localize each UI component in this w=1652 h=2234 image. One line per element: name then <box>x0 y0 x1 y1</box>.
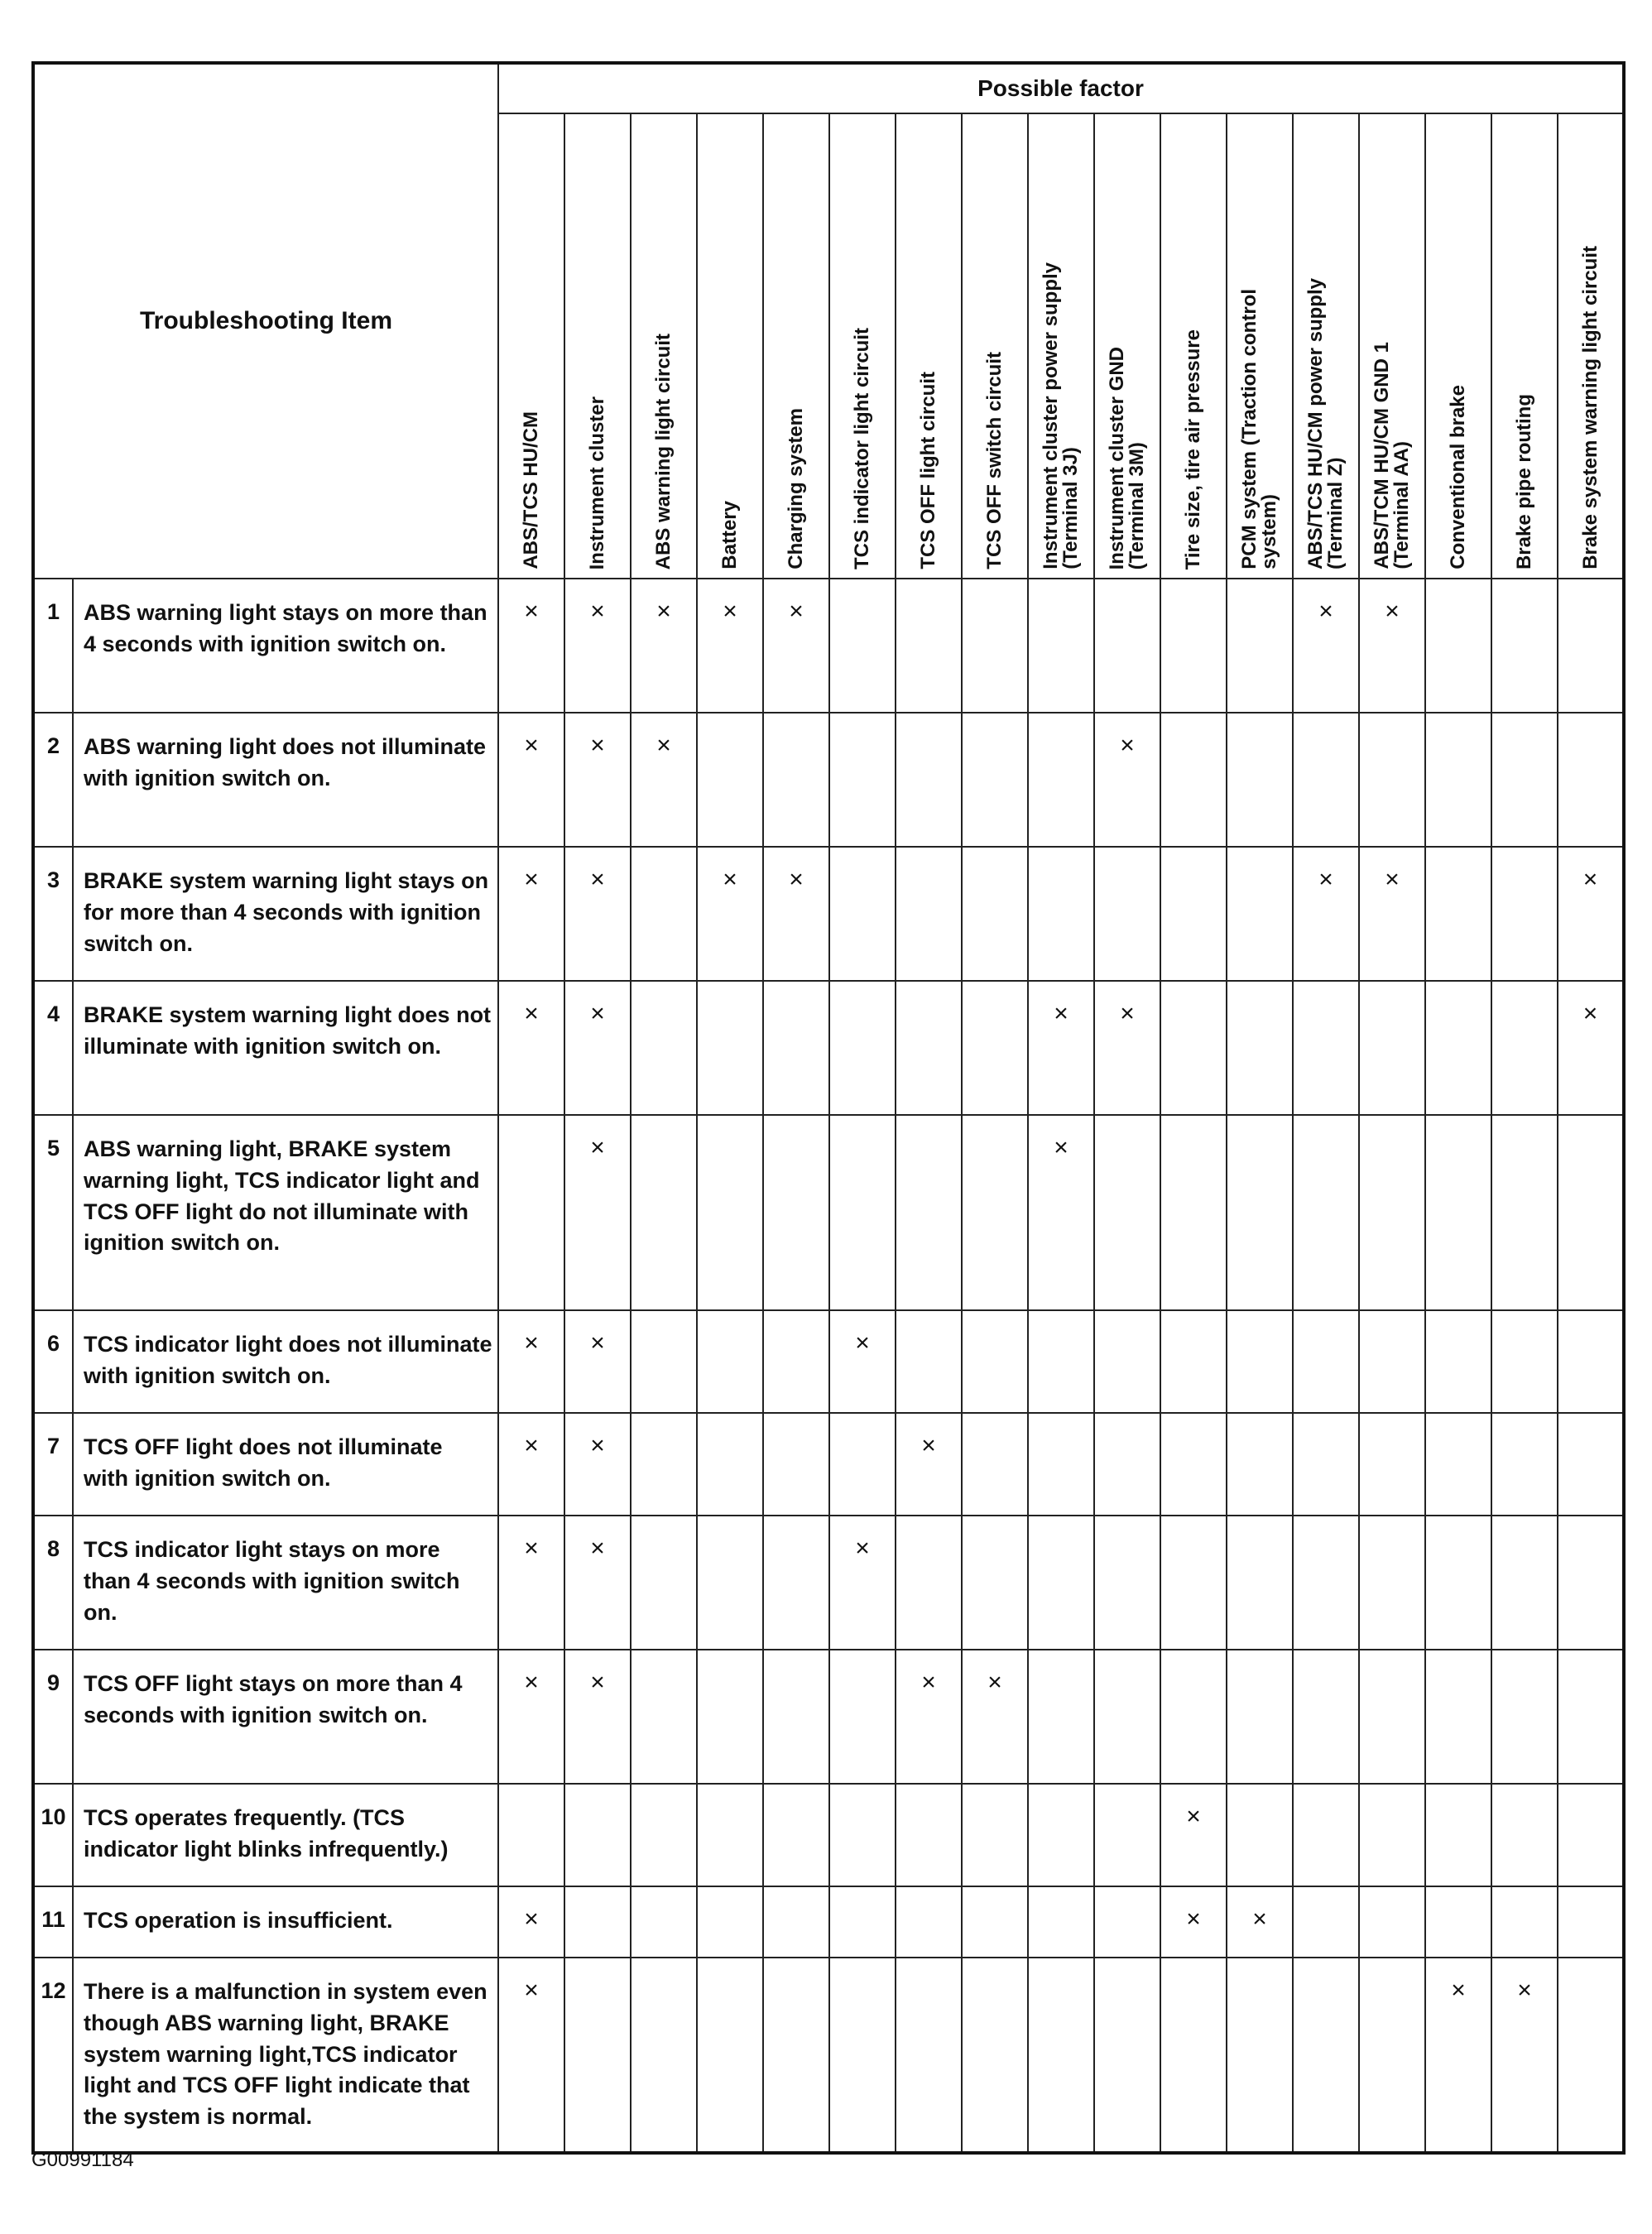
factor-header <box>1293 113 1359 579</box>
factor-cell-empty <box>896 579 962 713</box>
factor-header <box>1227 113 1293 579</box>
factor-cell-empty <box>1558 713 1624 847</box>
possible-factor-header: Possible factor <box>498 63 1624 113</box>
factor-cell-empty <box>1558 1115 1624 1310</box>
factor-cell-empty <box>1491 847 1558 981</box>
factor-mark: × <box>829 1516 896 1650</box>
factor-header <box>1425 113 1491 579</box>
factor-label: TCS OFF light circuit <box>917 372 939 569</box>
figure-code: G00991184 <box>31 2149 134 2171</box>
factor-label: Brake pipe routing <box>1513 393 1535 569</box>
factor-cell-empty <box>962 1886 1028 1958</box>
factor-cell-empty <box>1293 1413 1359 1516</box>
row-number: 12 <box>33 1958 73 2153</box>
factor-cell-empty <box>896 1886 962 1958</box>
factor-cell-empty <box>631 847 697 981</box>
troubleshooting-item: TCS indicator light does not illuminate with ignition switch on. <box>73 1310 498 1413</box>
factor-cell-empty <box>697 1516 763 1650</box>
row-number: 2 <box>33 713 73 847</box>
header-row-group <box>33 63 1624 113</box>
factor-mark: × <box>829 1310 896 1413</box>
factor-cell-empty <box>962 847 1028 981</box>
factor-cell-empty <box>631 1310 697 1413</box>
factor-cell-empty <box>1425 1650 1491 1784</box>
factor-cell-empty <box>1558 1650 1624 1784</box>
factor-header <box>1160 113 1227 579</box>
factor-cell-empty <box>1293 1115 1359 1310</box>
row-number: 10 <box>33 1784 73 1886</box>
row-number: 1 <box>33 579 73 713</box>
factor-cell-empty <box>829 1650 896 1784</box>
factor-cell-empty <box>1359 1784 1425 1886</box>
factor-cell-empty <box>1558 579 1624 713</box>
factor-cell-empty <box>896 1958 962 2153</box>
factor-label: Charging system <box>785 408 807 569</box>
factor-label: ABS warning light circuit <box>652 333 675 569</box>
factor-cell-empty <box>896 1115 962 1310</box>
factor-cell-empty <box>763 981 829 1115</box>
factor-cell-empty <box>1227 1784 1293 1886</box>
factor-mark: × <box>1094 713 1160 847</box>
row-number: 11 <box>33 1886 73 1958</box>
troubleshooting-item: ABS warning light, BRAKE system warning light, TCS indicator light and TCS OFF light do not illuminate with ignition switch on. <box>73 1115 498 1310</box>
factor-cell-empty <box>1094 1958 1160 2153</box>
factor-cell-empty <box>631 1413 697 1516</box>
factor-cell-empty <box>763 1310 829 1413</box>
factor-cell-empty <box>829 1886 896 1958</box>
factor-cell-empty <box>1028 1784 1094 1886</box>
factor-mark: × <box>763 579 829 713</box>
factor-cell-empty <box>829 981 896 1115</box>
factor-cell-empty <box>631 1650 697 1784</box>
factor-cell-empty <box>1227 1516 1293 1650</box>
factor-cell-empty <box>1491 713 1558 847</box>
factor-cell-empty <box>1491 1413 1558 1516</box>
factor-mark: × <box>631 713 697 847</box>
factor-cell-empty <box>962 1115 1028 1310</box>
factor-cell-empty <box>1425 1516 1491 1650</box>
factor-cell-empty <box>1425 981 1491 1115</box>
factor-cell-empty <box>564 1784 631 1886</box>
factor-mark: × <box>962 1650 1028 1784</box>
factor-cell-empty <box>498 1784 564 1886</box>
factor-cell-empty <box>1028 1886 1094 1958</box>
factor-cell-empty <box>1094 579 1160 713</box>
factor-cell-empty <box>896 981 962 1115</box>
factor-cell-empty <box>1293 713 1359 847</box>
factor-cell-empty <box>1359 1886 1425 1958</box>
factor-cell-empty <box>1425 1310 1491 1413</box>
row-number: 5 <box>33 1115 73 1310</box>
troubleshooting-item: BRAKE system warning light stays on for more than 4 seconds with ignition switch on. <box>73 847 498 981</box>
table-row <box>33 981 1624 1115</box>
table-row <box>33 1784 1624 1886</box>
factor-mark: × <box>631 579 697 713</box>
factor-cell-empty <box>1425 1413 1491 1516</box>
table-row <box>33 1650 1624 1784</box>
factor-cell-empty <box>896 847 962 981</box>
factor-mark: × <box>564 1115 631 1310</box>
factor-cell-empty <box>1227 981 1293 1115</box>
factor-cell-empty <box>1425 1115 1491 1310</box>
factor-cell-empty <box>1028 1516 1094 1650</box>
factor-mark: × <box>1359 847 1425 981</box>
troubleshooting-item: TCS indicator light stays on more than 4 seconds with ignition switch on. <box>73 1516 498 1650</box>
factor-cell-empty <box>1491 1310 1558 1413</box>
factor-cell-empty <box>829 713 896 847</box>
factor-cell-empty <box>1160 1650 1227 1784</box>
factor-cell-empty <box>896 1516 962 1650</box>
factor-mark: × <box>564 847 631 981</box>
troubleshooting-item: ABS warning light stays on more than 4 seconds with ignition switch on. <box>73 579 498 713</box>
factor-cell-empty <box>697 1886 763 1958</box>
factor-mark: × <box>1491 1958 1558 2153</box>
factor-cell-empty <box>896 1310 962 1413</box>
factor-cell-empty <box>1160 1413 1227 1516</box>
factor-cell-empty <box>1094 1784 1160 1886</box>
factor-cell-empty <box>1094 1886 1160 1958</box>
factor-cell-empty <box>962 1784 1028 1886</box>
troubleshooting-item-header: Troubleshooting Item <box>33 63 498 579</box>
factor-mark: × <box>498 847 564 981</box>
factor-cell-empty <box>1558 1784 1624 1886</box>
factor-cell-empty <box>1160 1115 1227 1310</box>
factor-cell-empty <box>829 1784 896 1886</box>
table-row <box>33 579 1624 713</box>
factor-mark: × <box>564 1413 631 1516</box>
factor-cell-empty <box>498 1115 564 1310</box>
factor-cell-empty <box>896 1784 962 1886</box>
factor-mark: × <box>498 579 564 713</box>
factor-cell-empty <box>829 1115 896 1310</box>
factor-label: Instrument cluster GND (Terminal 3M) <box>1106 346 1148 569</box>
factor-cell-empty <box>1491 1886 1558 1958</box>
factor-cell-empty <box>697 1115 763 1310</box>
factor-cell-empty <box>896 713 962 847</box>
factor-cell-empty <box>1227 847 1293 981</box>
factor-header <box>498 113 564 579</box>
factor-cell-empty <box>763 1784 829 1886</box>
factor-cell-empty <box>962 1310 1028 1413</box>
factor-cell-empty <box>1160 847 1227 981</box>
factor-cell-empty <box>1491 1650 1558 1784</box>
factor-cell-empty <box>1491 1115 1558 1310</box>
factor-cell-empty <box>1293 981 1359 1115</box>
factor-cell-empty <box>631 1784 697 1886</box>
row-number: 4 <box>33 981 73 1115</box>
factor-label: Tire size, tire air pressure <box>1182 329 1204 569</box>
factor-cell-empty <box>1293 1310 1359 1413</box>
factor-cell-empty <box>962 1413 1028 1516</box>
factor-mark: × <box>564 981 631 1115</box>
factor-mark: × <box>1558 981 1624 1115</box>
factor-label: PCM system (Traction control system) <box>1238 289 1280 569</box>
factor-mark: × <box>1028 1115 1094 1310</box>
factor-cell-empty <box>1094 1650 1160 1784</box>
troubleshooting-item: BRAKE system warning light does not illuminate with ignition switch on. <box>73 981 498 1115</box>
troubleshooting-item: ABS warning light does not illuminate with ignition switch on. <box>73 713 498 847</box>
factor-cell-empty <box>1028 1310 1094 1413</box>
row-number: 8 <box>33 1516 73 1650</box>
factor-mark: × <box>498 1650 564 1784</box>
factor-cell-empty <box>1425 847 1491 981</box>
factor-mark: × <box>1094 981 1160 1115</box>
factor-cell-empty <box>1491 1784 1558 1886</box>
factor-cell-empty <box>763 1413 829 1516</box>
factor-cell-empty <box>1359 713 1425 847</box>
table-row <box>33 713 1624 847</box>
factor-label: Brake system warning light circuit <box>1578 246 1602 569</box>
factor-mark: × <box>498 1310 564 1413</box>
factor-cell-empty <box>1160 1958 1227 2153</box>
factor-cell-empty <box>1227 713 1293 847</box>
table-row <box>33 1310 1624 1413</box>
factor-cell-empty <box>829 579 896 713</box>
factor-cell-empty <box>1558 1516 1624 1650</box>
factor-cell-empty <box>697 1650 763 1784</box>
factor-cell-empty <box>697 1413 763 1516</box>
table-row <box>33 1115 1624 1310</box>
factor-cell-empty <box>763 1958 829 2153</box>
table-row <box>33 847 1624 981</box>
factor-cell-empty <box>1028 1958 1094 2153</box>
factor-cell-empty <box>829 1413 896 1516</box>
factor-cell-empty <box>1028 1650 1094 1784</box>
factor-label: TCS OFF switch circuit <box>983 352 1006 569</box>
factor-cell-empty <box>1094 1413 1160 1516</box>
factor-cell-empty <box>1425 713 1491 847</box>
factor-cell-empty <box>1160 981 1227 1115</box>
factor-cell-empty <box>1558 1310 1624 1413</box>
factor-cell-empty <box>1160 1516 1227 1650</box>
factor-header <box>1359 113 1425 579</box>
factor-cell-empty <box>1293 1886 1359 1958</box>
factor-header <box>1094 113 1160 579</box>
factor-header <box>564 113 631 579</box>
factor-header <box>1028 113 1094 579</box>
factor-cell-empty <box>1491 1516 1558 1650</box>
factor-cell-empty <box>763 1115 829 1310</box>
factor-cell-empty <box>631 1516 697 1650</box>
factor-cell-empty <box>1094 1310 1160 1413</box>
row-number: 3 <box>33 847 73 981</box>
factor-cell-empty <box>1425 1784 1491 1886</box>
factor-cell-empty <box>763 713 829 847</box>
factor-cell-empty <box>564 1886 631 1958</box>
factor-label: ABS/TCS HU/CM power supply (Terminal Z) <box>1304 277 1347 569</box>
factor-mark: × <box>498 713 564 847</box>
factor-mark: × <box>1160 1784 1227 1886</box>
factor-cell-empty <box>962 981 1028 1115</box>
factor-label: Instrument cluster power supply (Terminal 3J) <box>1040 262 1082 569</box>
row-number: 9 <box>33 1650 73 1784</box>
factor-header <box>1558 113 1624 579</box>
factor-cell-empty <box>1425 1886 1491 1958</box>
factor-cell-empty <box>1160 1310 1227 1413</box>
table-row <box>33 1413 1624 1516</box>
factor-cell-empty <box>1293 1516 1359 1650</box>
factor-mark: × <box>498 1958 564 2153</box>
factor-cell-empty <box>1558 1413 1624 1516</box>
factor-mark: × <box>697 579 763 713</box>
factor-header <box>697 113 763 579</box>
factor-mark: × <box>564 713 631 847</box>
troubleshooting-item: TCS operates frequently. (TCS indicator light blinks infrequently.) <box>73 1784 498 1886</box>
factor-cell-empty <box>1227 1115 1293 1310</box>
factor-cell-empty <box>962 713 1028 847</box>
factor-cell-empty <box>1094 1516 1160 1650</box>
factor-mark: × <box>498 1886 564 1958</box>
factor-mark: × <box>1227 1886 1293 1958</box>
factor-cell-empty <box>697 981 763 1115</box>
factor-mark: × <box>1293 847 1359 981</box>
factor-cell-empty <box>1028 1413 1094 1516</box>
factor-cell-empty <box>1359 1413 1425 1516</box>
factor-cell-empty <box>1227 1310 1293 1413</box>
factor-cell-empty <box>1558 1958 1624 2153</box>
factor-cell-empty <box>962 579 1028 713</box>
factor-cell-empty <box>763 1516 829 1650</box>
factor-mark: × <box>896 1413 962 1516</box>
factor-label: ABS/TCM HU/CM GND 1 (Terminal AA) <box>1371 342 1413 569</box>
factor-cell-empty <box>1094 847 1160 981</box>
factor-mark: × <box>697 847 763 981</box>
factor-cell-empty <box>1227 579 1293 713</box>
factor-cell-empty <box>564 1958 631 2153</box>
factor-cell-empty <box>631 1886 697 1958</box>
factor-mark: × <box>498 981 564 1115</box>
factor-cell-empty <box>1160 579 1227 713</box>
factor-header <box>763 113 829 579</box>
factor-cell-empty <box>1359 1958 1425 2153</box>
table-row <box>33 1886 1624 1958</box>
factor-cell-empty <box>1425 579 1491 713</box>
factor-cell-empty <box>829 1958 896 2153</box>
row-number: 6 <box>33 1310 73 1413</box>
factor-mark: × <box>1425 1958 1491 2153</box>
troubleshooting-item: TCS OFF light stays on more than 4 seconds with ignition switch on. <box>73 1650 498 1784</box>
factor-cell-empty <box>1359 1516 1425 1650</box>
factor-cell-empty <box>1227 1650 1293 1784</box>
factor-mark: × <box>1028 981 1094 1115</box>
factor-header <box>896 113 962 579</box>
troubleshooting-matrix <box>31 61 1626 2155</box>
factor-cell-empty <box>697 713 763 847</box>
factor-cell-empty <box>1359 1650 1425 1784</box>
factor-header <box>1491 113 1558 579</box>
factor-mark: × <box>1160 1886 1227 1958</box>
factor-cell-empty <box>1491 981 1558 1115</box>
factor-cell-empty <box>1160 713 1227 847</box>
factor-cell-empty <box>763 1650 829 1784</box>
factor-cell-empty <box>1028 579 1094 713</box>
factor-header <box>829 113 896 579</box>
factor-cell-empty <box>697 1958 763 2153</box>
factor-cell-empty <box>1094 1115 1160 1310</box>
factor-label: TCS indicator light circuit <box>851 327 873 569</box>
factor-cell-empty <box>1028 847 1094 981</box>
factor-label: Conventional brake <box>1447 385 1469 569</box>
factor-header <box>962 113 1028 579</box>
factor-cell-empty <box>1558 1886 1624 1958</box>
factor-label: ABS/TCS HU/CM <box>520 411 542 569</box>
factor-cell-empty <box>1359 981 1425 1115</box>
factor-mark: × <box>564 1310 631 1413</box>
factor-cell-empty <box>1293 1650 1359 1784</box>
factor-cell-empty <box>1227 1958 1293 2153</box>
factor-cell-empty <box>1227 1413 1293 1516</box>
factor-mark: × <box>564 1650 631 1784</box>
factor-cell-empty <box>631 1115 697 1310</box>
factor-mark: × <box>498 1413 564 1516</box>
factor-cell-empty <box>829 847 896 981</box>
row-number: 7 <box>33 1413 73 1516</box>
factor-label: Battery <box>718 501 741 569</box>
factor-cell-empty <box>962 1516 1028 1650</box>
factor-cell-empty <box>631 981 697 1115</box>
factor-label: Instrument cluster <box>586 396 608 569</box>
factor-cell-empty <box>1359 1115 1425 1310</box>
factor-cell-empty <box>1359 1310 1425 1413</box>
troubleshooting-item: TCS OFF light does not illuminate with ignition switch on. <box>73 1413 498 1516</box>
factor-mark: × <box>564 1516 631 1650</box>
factor-cell-empty <box>1293 1784 1359 1886</box>
factor-cell-empty <box>763 1886 829 1958</box>
factor-cell-empty <box>697 1784 763 1886</box>
factor-mark: × <box>896 1650 962 1784</box>
troubleshooting-item: There is a malfunction in system even though ABS warning light, BRAKE system warning light,TCS indicator light and TCS OFF light indicate that the system is normal. <box>73 1958 498 2153</box>
table-row <box>33 1958 1624 2153</box>
factor-mark: × <box>1359 579 1425 713</box>
factor-mark: × <box>1558 847 1624 981</box>
factor-cell-empty <box>1028 713 1094 847</box>
troubleshooting-item: TCS operation is insufficient. <box>73 1886 498 1958</box>
table-row <box>33 1516 1624 1650</box>
factor-mark: × <box>763 847 829 981</box>
factor-cell-empty <box>697 1310 763 1413</box>
factor-cell-empty <box>631 1958 697 2153</box>
factor-cell-empty <box>962 1958 1028 2153</box>
factor-mark: × <box>1293 579 1359 713</box>
factor-header <box>631 113 697 579</box>
factor-mark: × <box>564 579 631 713</box>
factor-cell-empty <box>1293 1958 1359 2153</box>
factor-mark: × <box>498 1516 564 1650</box>
factor-cell-empty <box>1491 579 1558 713</box>
